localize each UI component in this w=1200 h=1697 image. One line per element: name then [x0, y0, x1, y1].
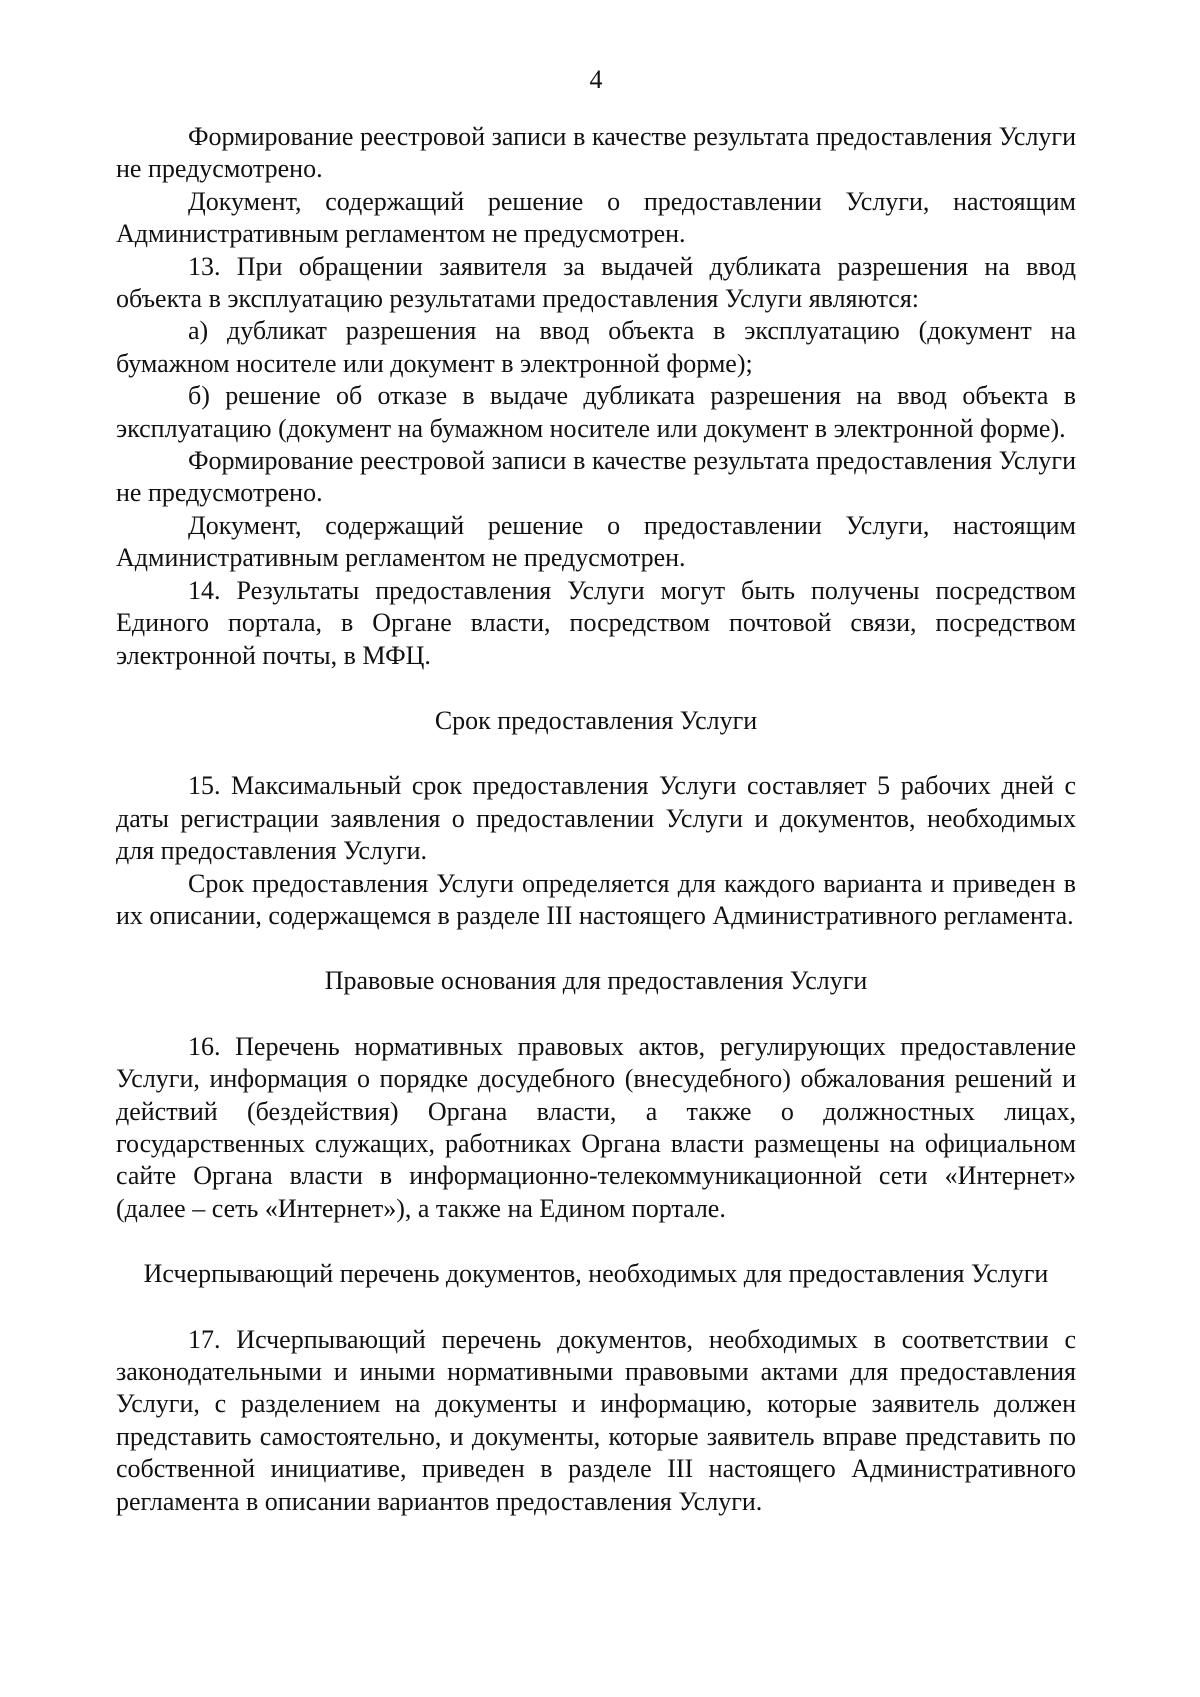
- paragraph: а) дубликат разрешения на ввод объекта в эксплуатацию (документ на бумажном носителе или документ в электронной форме);: [116, 316, 1076, 378]
- paragraph: 15. Максимальный срок предоставления Услуги составляет 5 рабочих дней с даты регистрации заявления о предоставлении Услуги и документов, необходимых для предоставления Услуги.: [116, 771, 1076, 866]
- paragraph: 16. Перечень нормативных правовых актов, регулирующих предоставление Услуги, информация о порядке досудебного (внесудебного) обжалования решений и действий (бездействия) Органа власти, а также о должностных лицах, государственных служащих, работниках Органа власти размещены на официальном сайте Органа власти в информационно-телекоммуникационной сети «Интернет» (далее – сеть «Интернет»), а также на Едином портале.: [116, 1031, 1076, 1223]
- paragraph: Срок предоставления Услуги определяется для каждого варианта и приведен в их описании, содержащемся в разделе III настоящего Административного регламента.: [116, 868, 1076, 930]
- section-heading-term: Срок предоставления Услуги: [434, 705, 758, 735]
- document-page: [116, 64, 1076, 1518]
- paragraph: 13. При обращении заявителя за выдачей дубликата разрешения на ввод объекта в эксплуатацию результатами предоставления Услуги являются:: [116, 251, 1076, 314]
- section-heading-documents: Исчерпывающий перечень документов, необходимых для предоставления Услуги: [143, 1259, 1049, 1289]
- paragraph: Формирование реестровой записи в качестве результата предоставления Услуги не предусмотрено.: [116, 446, 1076, 508]
- page-number: 4: [589, 65, 603, 94]
- paragraph: 17. Исчерпывающий перечень документов, необходимых в соответствии с законодательными и иными нормативными правовыми актами для предоставления Услуги, с разделением на документы и информацию, которые заявитель должен представить самостоятельно, и документы, которые заявитель вправе представить по собственной инициативе, приведен в разделе III настоящего Административного регламента в описании вариантов предоставления Услуги.: [116, 1324, 1076, 1516]
- paragraph: б) решение об отказе в выдаче дубликата разрешения на ввод объекта в эксплуатацию (документ на бумажном носителе или документ в электронной форме).: [116, 381, 1076, 443]
- paragraph: Документ, содержащий решение о предоставлении Услуги, настоящим Административным регламентом не предусмотрен.: [116, 510, 1076, 573]
- paragraph: 14. Результаты предоставления Услуги могут быть получены посредством Единого портала, в Органе власти, посредством почтовой связи, посредством электронной почты, в МФЦ.: [116, 575, 1076, 670]
- section-heading-legal: Правовые основания для предоставления Услуги: [324, 966, 868, 996]
- paragraph: Документ, содержащий решение о предоставлении Услуги, настоящим Административным регламентом не предусмотрен.: [116, 186, 1076, 249]
- paragraph: Формирование реестровой записи в качестве результата предоставления Услуги не предусмотрено.: [116, 122, 1076, 184]
